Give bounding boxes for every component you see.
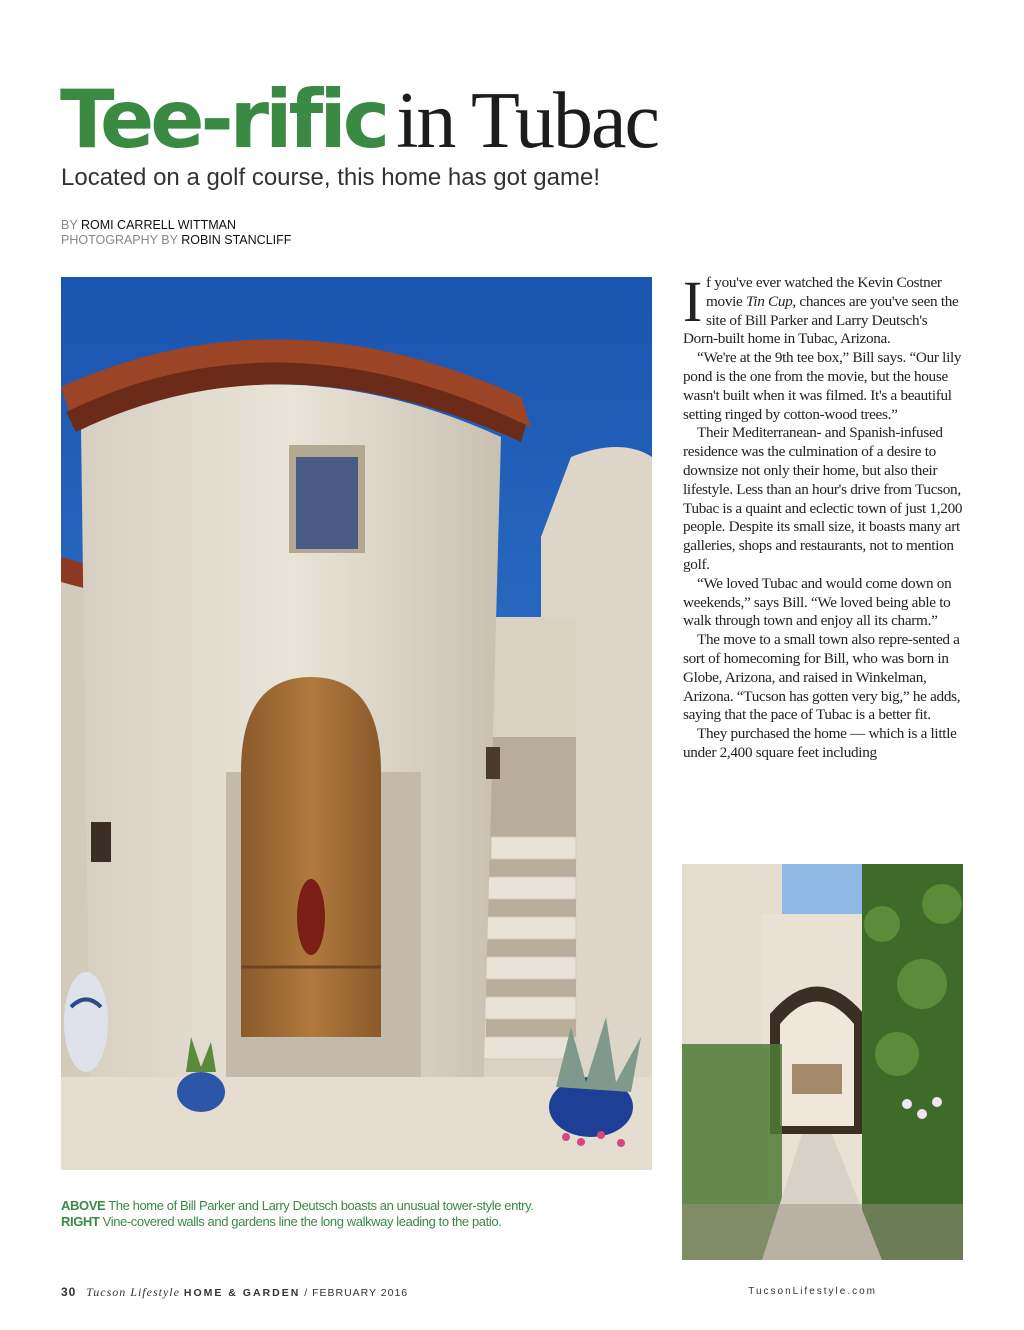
issue-date: FEBRUARY 2016 bbox=[312, 1287, 409, 1299]
photographer-name: ROBIN STANCLIFF bbox=[181, 233, 292, 247]
article-paragraph: “We're at the 9th tee box,” Bill says. “Our lily pond is the one from the movie, but the house wasn't built when it was filmed. It's a beautiful setting ringed by cotton-wood trees.” bbox=[683, 349, 962, 423]
main-photo-tower-entry bbox=[61, 277, 652, 1170]
website-url: TucsonLifestyle.com bbox=[748, 1286, 877, 1297]
caption-right-label: RIGHT bbox=[61, 1214, 100, 1229]
byline bbox=[61, 218, 291, 248]
article-paragraph: “We loved Tubac and would come down on weekends,” says Bill. “We loved being able to walk through town and enjoy all its charm.” bbox=[683, 574, 952, 630]
photography-prefix: PHOTOGRAPHY BY bbox=[61, 233, 178, 247]
photo-caption bbox=[61, 1198, 533, 1230]
author-name: ROMI CARRELL WITTMAN bbox=[80, 218, 237, 232]
page-footer bbox=[61, 1285, 408, 1300]
caption-right bbox=[61, 1214, 533, 1230]
magazine-name: Tucson Lifestyle bbox=[86, 1285, 180, 1299]
by-prefix: BY bbox=[61, 218, 78, 232]
article-paragraph: The move to a small town also repre-sented a sort of homecoming for Bill, who was born in Globe, Arizona, and raised in Winkelman, Arizona. “Tucson has gotten very big,” he adds, saying that the pace of Tubac is a better fit. bbox=[683, 631, 961, 724]
caption-above-label: ABOVE bbox=[61, 1198, 106, 1213]
drop-cap: I bbox=[683, 269, 703, 334]
title-green-part: Tee-rific bbox=[60, 73, 387, 166]
first-para-text: f you've ever watched the Kevin Costner movie bbox=[706, 274, 942, 310]
article-title bbox=[60, 72, 658, 169]
caption-right-text: Vine-covered walls and gardens line the long walkway leading to the patio. bbox=[99, 1214, 502, 1229]
side-photo-walkway bbox=[682, 864, 963, 1260]
title-rest-part: in Tubac bbox=[396, 77, 659, 165]
movie-title: Tin Cup bbox=[745, 292, 793, 310]
caption-above-text: The home of Bill Parker and Larry Deutsch boasts an unusual tower-style entry. bbox=[105, 1198, 534, 1213]
author-line bbox=[61, 218, 291, 233]
article-paragraph: Their Mediterranean- and Spanish-infused residence was the culmination of a desire to downsize not only their home, but also their lifestyle. Less than an hour's drive from Tucson, Tubac is a quaint and eclectic town of just 1,200 people. Despite its small size, it boasts many art galleries, shops and restaurants, not to mention golf. bbox=[683, 424, 963, 573]
photographer-line bbox=[61, 233, 291, 248]
footer-separator: / bbox=[300, 1287, 313, 1299]
section-name: HOME & GARDEN bbox=[183, 1287, 301, 1299]
page-number: 30 bbox=[61, 1285, 77, 1299]
article-body bbox=[683, 269, 965, 763]
article-subtitle: Located on a golf course, this home has got game! bbox=[61, 164, 601, 191]
caption-above bbox=[61, 1198, 533, 1214]
first-para-end: , chances are you've seen the site of Bill Parker and Larry Deutsch's Dorn-built home in Tubac, Arizona. bbox=[683, 292, 959, 348]
article-paragraph: They purchased the home — which is a little under 2,400 square feet including bbox=[683, 725, 957, 761]
article-paragraph bbox=[683, 269, 965, 349]
